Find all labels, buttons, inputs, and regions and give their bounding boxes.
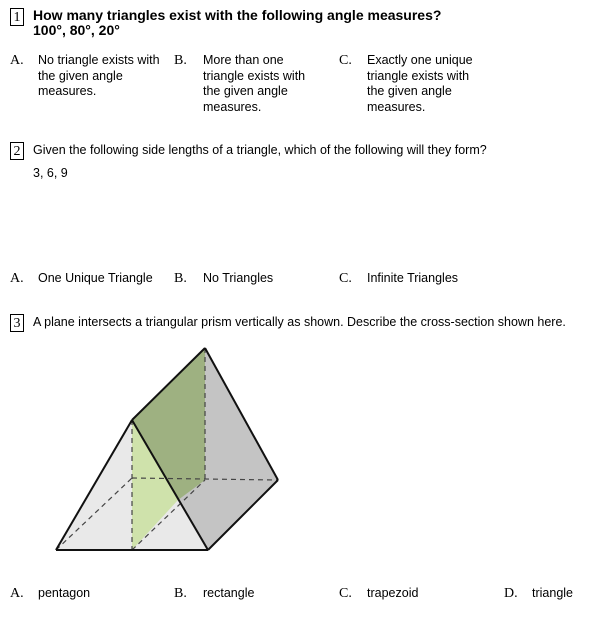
q1-choice-c-line: the given angle	[367, 84, 452, 98]
q1-choice-c-line: triangle exists with	[367, 68, 470, 83]
q3-choice-a-letter[interactable]: A.	[10, 586, 24, 601]
triangular-prism-figure	[40, 340, 290, 560]
q1-choice-b-line: the given angle	[203, 84, 288, 98]
q1-choice-c-line: measures.	[367, 99, 426, 114]
q2-choice-c-letter[interactable]: C.	[339, 271, 352, 286]
q1-choice-b-line: measures.	[203, 99, 262, 114]
q3-choice-d-text[interactable]: triangle	[532, 586, 573, 600]
question-1-line-2: 100°, 80°, 20°	[33, 22, 120, 38]
q2-choice-a-text[interactable]: One Unique Triangle	[38, 271, 153, 285]
q1-choice-a-text[interactable]	[38, 53, 160, 100]
q3-choice-d-letter[interactable]: D.	[504, 586, 518, 601]
q3-choice-b-letter[interactable]: B.	[174, 586, 187, 601]
question-2-number: 2	[10, 142, 24, 160]
q1-choice-b-letter[interactable]: B.	[174, 53, 187, 68]
q2-choice-b-text[interactable]: No Triangles	[203, 271, 274, 285]
q1-choice-b-line: More than one	[203, 53, 284, 67]
q1-choice-a-line: measures.	[38, 84, 97, 98]
q1-choice-b-text[interactable]	[203, 53, 305, 115]
q3-choice-c-text[interactable]: trapezoid	[367, 586, 419, 600]
q1-choice-c-text[interactable]	[367, 53, 473, 115]
q2-choice-a-letter[interactable]: A.	[10, 271, 24, 286]
question-3-number: 3	[10, 314, 24, 332]
question-1-line-1: How many triangles exist with the following angle measures?	[33, 7, 442, 23]
q1-choice-a-line: No triangle exists with	[38, 53, 160, 67]
q1-choice-c-line: Exactly one unique	[367, 53, 473, 67]
question-3-text: A plane intersects a triangular prism vertically as shown. Describe the cross-section shown here.	[33, 315, 566, 329]
q2-choice-b-letter[interactable]: B.	[174, 271, 187, 286]
q2-choice-c-text[interactable]: Infinite Triangles	[367, 271, 459, 285]
question-2-text: Given the following side lengths of a triangle, which of the following will they form?	[33, 143, 487, 157]
q3-choice-b-text[interactable]: rectangle	[203, 586, 255, 600]
q1-choice-a-line: the given angle	[38, 68, 123, 83]
q1-choice-b-line: triangle exists with	[203, 68, 306, 83]
q3-choice-a-text[interactable]: pentagon	[38, 586, 91, 600]
question-1-text	[33, 8, 553, 38]
q3-choice-c-letter[interactable]: C.	[339, 586, 352, 601]
q1-choice-c-letter[interactable]: C.	[339, 53, 352, 68]
question-2-values: 3, 6, 9	[33, 166, 68, 180]
q1-choice-a-letter[interactable]: A.	[10, 53, 24, 68]
question-1-number: 1	[10, 8, 24, 26]
